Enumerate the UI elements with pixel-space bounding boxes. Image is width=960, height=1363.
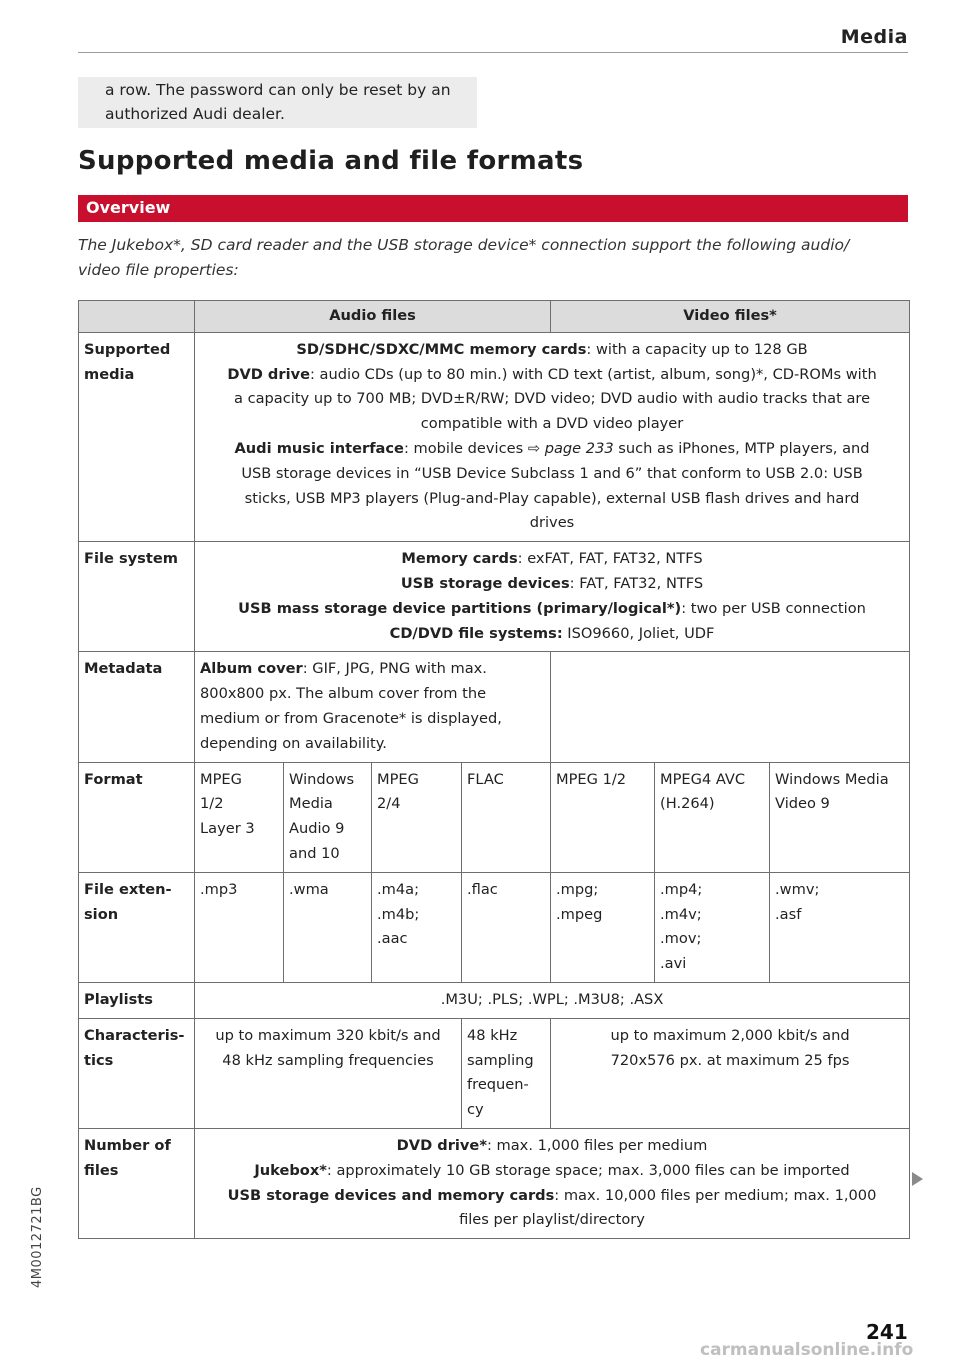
text-line: cy — [467, 1101, 484, 1119]
intro-text — [78, 233, 908, 283]
text-line: Video 9 — [775, 795, 830, 813]
text-line: .m4a; — [377, 880, 419, 898]
row-label-line: Characteris- — [84, 1026, 185, 1044]
document-code: 4M0012721BG — [30, 1186, 45, 1288]
metadata-audio-cell — [195, 652, 551, 762]
table-row-playlists — [79, 982, 910, 1018]
row-label — [79, 1018, 195, 1128]
note-line: a row. The password can only be reset by an — [105, 81, 451, 99]
bold-term: Album cover — [200, 660, 303, 678]
row-label-line: files — [84, 1161, 119, 1179]
text-line: .mp4; — [660, 880, 703, 898]
text-span: : audio CDs (up to 80 min.) with CD text (artist, album, song)*, CD-ROMs with — [310, 365, 877, 383]
table-row-file-system — [79, 542, 910, 652]
note-line: authorized Audi dealer. — [105, 105, 285, 123]
text-line: .mov; — [660, 930, 702, 948]
format-wmv-cell — [770, 762, 910, 872]
text-line: .m4b; — [377, 905, 420, 923]
text-span: ISO9660, Joliet, UDF — [562, 624, 715, 642]
text-line: compatible with a DVD video player — [420, 415, 684, 433]
bold-term: USB storage devices and memory cards — [227, 1186, 555, 1204]
text-line — [200, 622, 904, 647]
table-row-format — [79, 762, 910, 872]
row-label: Playlists — [79, 982, 195, 1018]
text-line: Layer 3 — [200, 820, 255, 838]
page-reference-link[interactable]: ⇨ page 233 — [527, 439, 614, 457]
number-of-files-cell — [195, 1128, 910, 1238]
text-line: .asf — [775, 905, 802, 923]
table-row-characteristics — [79, 1018, 910, 1128]
text-line: 48 kHz sampling frequencies — [222, 1051, 434, 1069]
text-line: files per playlist/directory — [459, 1211, 645, 1229]
continue-arrow-icon — [912, 1172, 923, 1186]
text-line: MPEG4 AVC — [660, 770, 746, 788]
text-line: 1/2 — [200, 795, 224, 813]
intro-line: The Jukebox*, SD card reader and the USB storage device* connection support the following audio/ — [78, 236, 850, 254]
row-label-line: File exten- — [84, 880, 172, 898]
text-line: 720x576 px. at maximum 25 fps — [610, 1051, 850, 1069]
text-line: Audio 9 — [289, 820, 345, 838]
text-line: .wmv; — [775, 880, 820, 898]
bold-term: USB storage devices — [400, 574, 570, 592]
text-line: Windows Media — [775, 770, 889, 788]
text-line — [200, 1184, 904, 1209]
table-corner-cell — [79, 301, 195, 333]
text-line: Windows — [289, 770, 355, 788]
page-section-title: Media — [840, 26, 908, 48]
bold-term: Audi music interface — [234, 439, 404, 457]
format-mpeg24-cell — [372, 762, 462, 872]
row-label-line: sion — [84, 905, 119, 923]
text-line: .avi — [660, 955, 687, 973]
bold-term: USB mass storage device partitions (primary/logical*) — [238, 599, 682, 617]
row-label — [79, 1128, 195, 1238]
row-label-line: Supported — [84, 340, 171, 358]
text-line: drives — [529, 514, 575, 532]
text-line — [200, 1159, 904, 1184]
text-line — [200, 657, 545, 682]
text-line: .mpeg — [556, 905, 603, 923]
text-span: : max. 10,000 files per medium; max. 1,000 — [554, 1186, 877, 1204]
format-avc-cell — [655, 762, 770, 872]
bold-term: DVD drive — [227, 365, 310, 383]
characteristics-flac-cell — [462, 1018, 551, 1128]
text-line: depending on availability. — [200, 734, 387, 752]
file-system-cell — [195, 542, 910, 652]
text-line: Media — [289, 795, 333, 813]
intro-line: video file properties: — [78, 261, 239, 279]
characteristics-audio-cell — [195, 1018, 462, 1128]
table-row-metadata — [79, 652, 910, 762]
table-row-number-of-files — [79, 1128, 910, 1238]
bold-term: Memory cards — [401, 550, 518, 568]
ext-flac-cell: .flac — [462, 872, 551, 982]
characteristics-video-cell — [551, 1018, 910, 1128]
text-line — [200, 338, 904, 363]
ext-mpg-cell — [551, 872, 655, 982]
table-row-file-extension — [79, 872, 910, 982]
section-heading: Supported media and file formats — [78, 146, 584, 176]
text-span: : approximately 10 GB storage space; max. 3,000 files can be imported — [326, 1161, 850, 1179]
metadata-video-cell — [551, 652, 910, 762]
bold-term: DVD drive* — [396, 1136, 487, 1154]
text-line — [200, 363, 904, 388]
text-line: sticks, USB MP3 players (Plug-and-Play capable), external USB flash drives and hard — [244, 489, 860, 507]
text-line: .aac — [377, 930, 408, 948]
text-line: MPEG — [200, 770, 242, 788]
bold-term: Jukebox* — [254, 1161, 327, 1179]
text-line: frequen- — [467, 1076, 529, 1094]
ext-m4a-cell — [372, 872, 462, 982]
text-span: : GIF, JPG, PNG with max. — [302, 660, 487, 678]
row-label: File system — [79, 542, 195, 652]
text-line: up to maximum 2,000 kbit/s and — [610, 1026, 850, 1044]
text-span: : with a capacity up to 128 GB — [586, 340, 808, 358]
ext-mp3-cell: .mp3 — [195, 872, 284, 982]
note-box — [78, 77, 477, 128]
text-span: : max. 1,000 files per medium — [486, 1136, 708, 1154]
text-line: 48 kHz — [467, 1026, 518, 1044]
header-divider — [78, 52, 908, 53]
text-line: .mpg; — [556, 880, 599, 898]
bold-term: SD/SDHC/SDXC/MMC memory cards — [296, 340, 587, 358]
text-span: : exFAT, FAT, FAT32, NTFS — [517, 550, 703, 568]
text-span: such as iPhones, MTP players, and — [613, 439, 870, 457]
table-row-supported-media — [79, 332, 910, 541]
text-span: : FAT, FAT32, NTFS — [569, 574, 704, 592]
text-line: (H.264) — [660, 795, 715, 813]
text-line — [200, 547, 904, 572]
text-line: medium or from Gracenote* is displayed, — [200, 709, 502, 727]
row-label — [79, 332, 195, 541]
ext-mp4-cell — [655, 872, 770, 982]
page-number: 241 — [866, 1320, 908, 1344]
text-span: : mobile devices — [403, 439, 528, 457]
row-label-line: Number of — [84, 1136, 171, 1154]
row-label-line: tics — [84, 1051, 114, 1069]
row-label: Format — [79, 762, 195, 872]
text-line: .m4v; — [660, 905, 702, 923]
text-line: sampling — [467, 1051, 534, 1069]
text-line: MPEG — [377, 770, 419, 788]
text-line: a capacity up to 700 MB; DVD±R/RW; DVD video; DVD audio with audio tracks that are — [233, 390, 871, 408]
format-mpeg12-cell — [195, 762, 284, 872]
text-line — [200, 597, 904, 622]
format-flac-cell: FLAC — [462, 762, 551, 872]
format-wma-cell — [284, 762, 372, 872]
text-line — [200, 437, 904, 462]
row-label — [79, 872, 195, 982]
format-video-mpeg12-cell: MPEG 1/2 — [551, 762, 655, 872]
playlists-cell: .M3U; .PLS; .WPL; .M3U8; .ASX — [195, 982, 910, 1018]
ext-wmv-cell — [770, 872, 910, 982]
text-line: 2/4 — [377, 795, 401, 813]
media-format-table — [78, 300, 910, 1239]
row-label-line: media — [84, 365, 135, 383]
row-label: Metadata — [79, 652, 195, 762]
watermark: carmanualsonline.info — [700, 1340, 914, 1360]
audio-files-header: Audio files — [195, 301, 551, 333]
overview-banner-label: Overview — [86, 198, 171, 217]
table-header-row — [79, 301, 910, 333]
bold-term: CD/DVD file systems: — [389, 624, 563, 642]
text-line: and 10 — [289, 844, 340, 862]
text-line — [200, 572, 904, 597]
overview-banner — [78, 195, 908, 222]
text-line: USB storage devices in “USB Device Subclass 1 and 6” that conform to USB 2.0: USB — [241, 464, 863, 482]
ext-wma-cell: .wma — [284, 872, 372, 982]
text-line: up to maximum 320 kbit/s and — [215, 1026, 441, 1044]
text-line — [200, 1134, 904, 1159]
supported-media-cell — [195, 332, 910, 541]
text-span: : two per USB connection — [681, 599, 866, 617]
text-line: 800x800 px. The album cover from the — [200, 685, 487, 703]
video-files-header: Video files* — [551, 301, 910, 333]
